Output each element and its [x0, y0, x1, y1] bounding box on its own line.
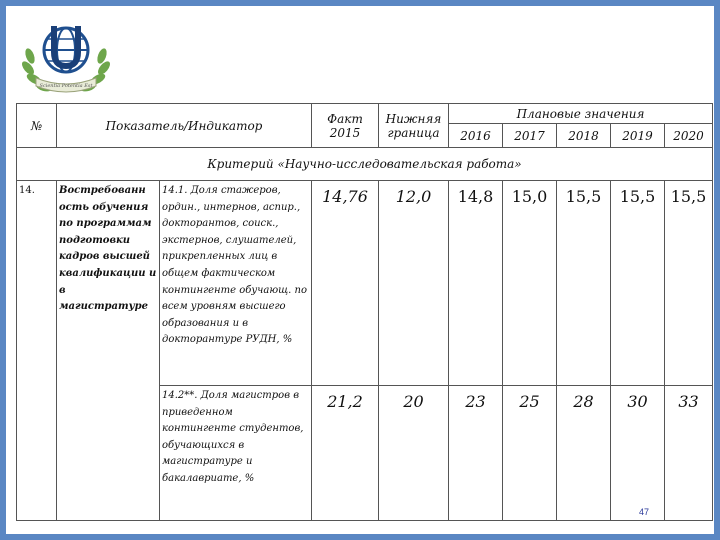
row-indicator-name: Востребованн ость обучения по программам подготовки кадров высшей квалификации и в магистратуре [57, 181, 160, 521]
sub1-plan-2017: 15,0 [503, 181, 557, 386]
sub2-fact: 21,2 [312, 386, 379, 521]
header-fact-line2: 2015 [329, 125, 361, 140]
header-year-2019: 2019 [611, 124, 665, 148]
header-year-2016: 2016 [449, 124, 503, 148]
header-fact-line1: Факт [327, 111, 363, 126]
sub1-fact: 14,76 [312, 181, 379, 386]
table-row [17, 181, 713, 386]
criterion-title: Критерий «Научно-исследовательская работа» [17, 148, 713, 181]
criterion-row [17, 148, 713, 181]
logo-emblem-icon [16, 16, 116, 100]
row-number: 14. [17, 181, 57, 521]
header-indicator: Показатель/Индикатор [57, 104, 312, 148]
header-plan: Плановые значения [449, 104, 713, 124]
header-row-top [17, 104, 713, 124]
header-year-2018: 2018 [557, 124, 611, 148]
sub1-label: 14.1. Доля стажеров, ордин., интернов, аспир., докторантов, соиск., экстернов, слушателей, прикрепленных лиц в общем фактическом контингенте обучающ. по всем уровням высшего образования и в докторантуре РУДН, % [160, 181, 312, 386]
sub2-plan-2017: 25 [503, 386, 557, 521]
header-year-2017: 2017 [503, 124, 557, 148]
sub1-plan-2018: 15,5 [557, 181, 611, 386]
sub2-lower: 20 [379, 386, 449, 521]
sub1-lower: 12,0 [379, 181, 449, 386]
page-number: 47 [639, 507, 650, 517]
header-fact [312, 104, 379, 148]
slide [6, 6, 714, 534]
header-lower [379, 104, 449, 148]
sub1-plan-2019: 15,5 [611, 181, 665, 386]
header-lower-line2: граница [387, 125, 440, 140]
sub2-plan-2019: 30 [611, 386, 665, 521]
sub1-plan-2020: 15,5 [665, 181, 713, 386]
indicator-table [16, 103, 713, 521]
sub2-plan-2016: 23 [449, 386, 503, 521]
header-year-2020: 2020 [665, 124, 713, 148]
logo-tagline: Scientia Potentia Est [39, 83, 93, 89]
header-lower-line1: Нижняя [385, 111, 442, 126]
university-logo [16, 16, 116, 100]
sub1-plan-2016: 14,8 [449, 181, 503, 386]
sub2-label: 14.2**. Доля магистров в приведенном контингенте студентов, обучающихся в магистратуре и бакалавриате, % [160, 386, 312, 521]
header-num: № [17, 104, 57, 148]
sub2-plan-2018: 28 [557, 386, 611, 521]
sub2-plan-2020: 33 [665, 386, 713, 521]
